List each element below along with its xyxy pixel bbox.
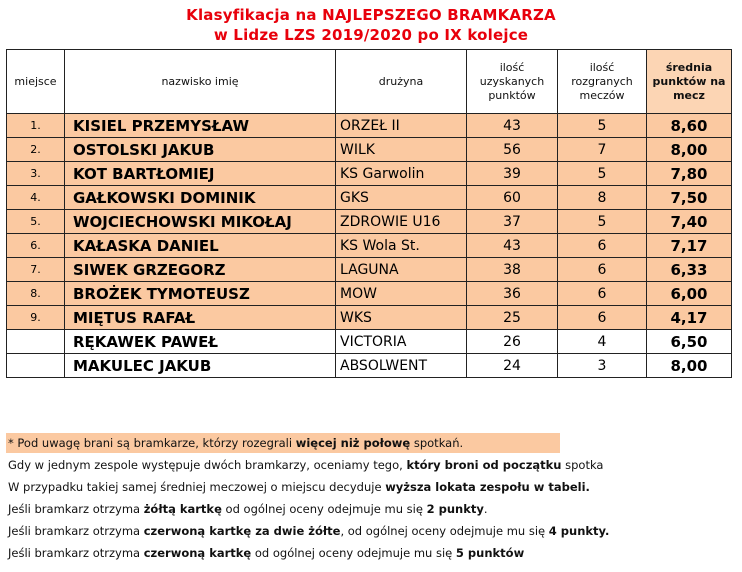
- cell-points: 36: [467, 282, 558, 306]
- page-title-line2: w Lidze LZS 2019/2020 po IX kolejce: [213, 26, 529, 44]
- cell-team: ABSOLWENT: [336, 354, 467, 378]
- table-row: [7, 330, 732, 354]
- cell-points: 39: [467, 162, 558, 186]
- ranking-table: [6, 49, 732, 378]
- cell-name: WOJCIECHOWSKI MIKOŁAJ: [65, 210, 336, 234]
- cell-matches: 5: [558, 114, 647, 138]
- cell-average: 8,00: [647, 354, 732, 378]
- table-row: [7, 354, 732, 378]
- cell-team: GKS: [336, 186, 467, 210]
- cell-points: 43: [467, 234, 558, 258]
- cell-points: 26: [467, 330, 558, 354]
- table-row: [7, 186, 732, 210]
- cell-name: BROŻEK TYMOTEUSZ: [65, 282, 336, 306]
- cell-team: KS Garwolin: [336, 162, 467, 186]
- header-average: średnia punktów na mecz: [647, 50, 732, 114]
- cell-rank: [7, 354, 65, 378]
- cell-matches: 3: [558, 354, 647, 378]
- note-two-goalkeepers: Gdy w jednym zespole występuje dwóch bramkarzy, oceniamy tego, który broni od początku spotka: [8, 458, 604, 472]
- cell-rank: 2.: [7, 138, 65, 162]
- note-half-matches: * Pod uwagę brani są bramkarze, którzy rozegrali więcej niż połowę spotkań.: [6, 433, 560, 453]
- cell-team: ZDROWIE U16: [336, 210, 467, 234]
- note-tie-break: W przypadku takiej samej średniej meczowej o miejscu decyduje wyższa lokata zespołu w tabeli.: [8, 480, 590, 494]
- cell-points: 38: [467, 258, 558, 282]
- cell-team: ORZEŁ II: [336, 114, 467, 138]
- header-team: drużyna: [336, 50, 467, 114]
- cell-rank: 1.: [7, 114, 65, 138]
- cell-name: KISIEL PRZEMYSŁAW: [65, 114, 336, 138]
- page-title-line1: Klasyfikacja na NAJLEPSZEGO BRAMKARZA: [186, 6, 556, 24]
- cell-average: 4,17: [647, 306, 732, 330]
- cell-average: 7,40: [647, 210, 732, 234]
- cell-points: 37: [467, 210, 558, 234]
- cell-team: WILK: [336, 138, 467, 162]
- cell-team: VICTORIA: [336, 330, 467, 354]
- note-second-yellow: Jeśli bramkarz otrzyma czerwoną kartkę za dwie żółte, od ogólnej oceny odejmuje mu się 4 punkty.: [8, 524, 610, 538]
- cell-team: MOW: [336, 282, 467, 306]
- cell-matches: 4: [558, 330, 647, 354]
- cell-team: LAGUNA: [336, 258, 467, 282]
- table-row: [7, 258, 732, 282]
- cell-name: OSTOLSKI JAKUB: [65, 138, 336, 162]
- cell-matches: 8: [558, 186, 647, 210]
- cell-points: 43: [467, 114, 558, 138]
- cell-average: 8,00: [647, 138, 732, 162]
- cell-rank: 9.: [7, 306, 65, 330]
- cell-name: KOT BARTŁOMIEJ: [65, 162, 336, 186]
- cell-matches: 7: [558, 138, 647, 162]
- cell-rank: 6.: [7, 234, 65, 258]
- table-row: [7, 282, 732, 306]
- cell-points: 25: [467, 306, 558, 330]
- cell-name: MIĘTUS RAFAŁ: [65, 306, 336, 330]
- table-row: [7, 234, 732, 258]
- cell-average: 6,33: [647, 258, 732, 282]
- cell-average: 7,17: [647, 234, 732, 258]
- cell-rank: 4.: [7, 186, 65, 210]
- header-rank: miejsce: [7, 50, 65, 114]
- cell-rank: 5.: [7, 210, 65, 234]
- cell-team: WKS: [336, 306, 467, 330]
- table-row: [7, 306, 732, 330]
- header-name: nazwisko imię: [65, 50, 336, 114]
- table-row: [7, 162, 732, 186]
- cell-average: 6,00: [647, 282, 732, 306]
- cell-points: 60: [467, 186, 558, 210]
- cell-name: SIWEK GRZEGORZ: [65, 258, 336, 282]
- cell-points: 24: [467, 354, 558, 378]
- cell-matches: 5: [558, 210, 647, 234]
- table-row: [7, 114, 732, 138]
- cell-name: KAŁASKA DANIEL: [65, 234, 336, 258]
- table-header-row: [7, 50, 732, 114]
- cell-name: RĘKAWEK PAWEŁ: [65, 330, 336, 354]
- cell-name: MAKULEC JAKUB: [65, 354, 336, 378]
- cell-name: GAŁKOWSKI DOMINIK: [65, 186, 336, 210]
- cell-average: 7,50: [647, 186, 732, 210]
- header-points: ilość uzyskanych punktów: [467, 50, 558, 114]
- cell-matches: 6: [558, 306, 647, 330]
- header-matches: ilość rozgranych meczów: [558, 50, 647, 114]
- cell-points: 56: [467, 138, 558, 162]
- cell-matches: 6: [558, 282, 647, 306]
- cell-rank: 8.: [7, 282, 65, 306]
- cell-average: 6,50: [647, 330, 732, 354]
- cell-matches: 6: [558, 258, 647, 282]
- note-red-card: Jeśli bramkarz otrzyma czerwoną kartkę od ogólnej oceny odejmuje mu się 5 punktów: [8, 546, 525, 560]
- cell-rank: 7.: [7, 258, 65, 282]
- cell-matches: 5: [558, 162, 647, 186]
- cell-average: 7,80: [647, 162, 732, 186]
- note-yellow-card: Jeśli bramkarz otrzyma żółtą kartkę od ogólnej oceny odejmuje mu się 2 punkty.: [8, 502, 488, 516]
- table-row: [7, 210, 732, 234]
- cell-team: KS Wola St.: [336, 234, 467, 258]
- cell-matches: 6: [558, 234, 647, 258]
- cell-average: 8,60: [647, 114, 732, 138]
- cell-rank: 3.: [7, 162, 65, 186]
- table-row: [7, 138, 732, 162]
- cell-rank: [7, 330, 65, 354]
